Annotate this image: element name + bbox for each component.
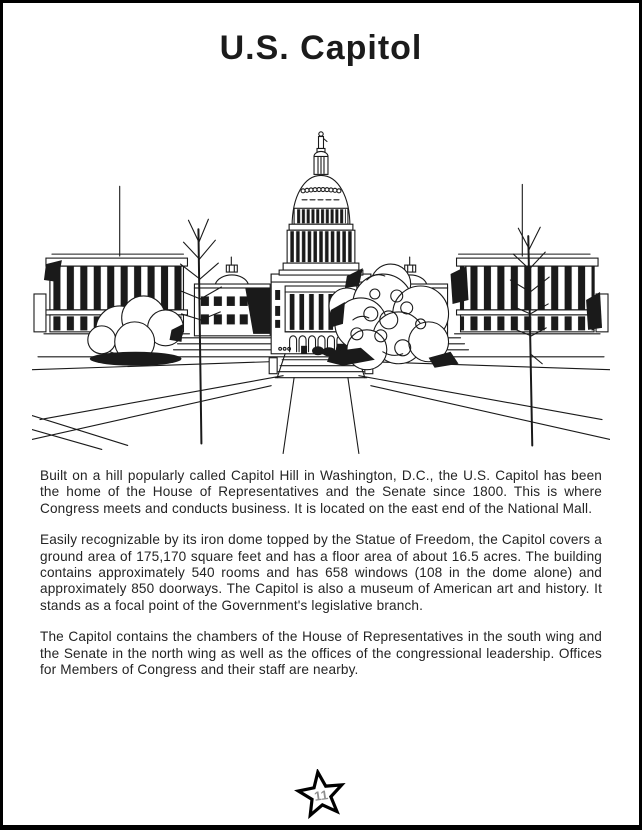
page-number-star [293, 769, 349, 821]
capitol-figure [32, 124, 610, 454]
paragraph-2: Easily recognizable by its iron dome topped by the Statue of Freedom, the Capitol covers a ground area of 175,170 square feet and has a floor area of about 16.5 acres. The building contains approximately 540 rooms and has 658 windows (108 in the dome alone) and approximately 850 doorways. The Capitol is also a museum of American art and history. It stands as a focal point of the Government's legislative branch. [40, 532, 602, 613]
right-wing [455, 184, 608, 333]
page-number: 11 [313, 787, 329, 804]
dome [279, 132, 363, 275]
capitol-illustration-icon [32, 124, 610, 454]
body-text [40, 468, 602, 678]
page-title: U.S. Capitol [219, 29, 423, 67]
paragraph-3: The Capitol contains the chambers of the House of Representatives in the south wing and the Senate in the north wing as well as the offices of the congressional leadership. Offices for Members of Congress and their staff are nearby. [40, 629, 602, 678]
star-icon [296, 769, 345, 816]
paragraph-1: Built on a hill popularly called Capitol Hill in Washington, D.C., the U.S. Capitol has been the home of the House of Representatives and the Senate since 1800. This is where Congress meets and conducts business. It is located on the east end of the National Mall. [40, 468, 602, 516]
